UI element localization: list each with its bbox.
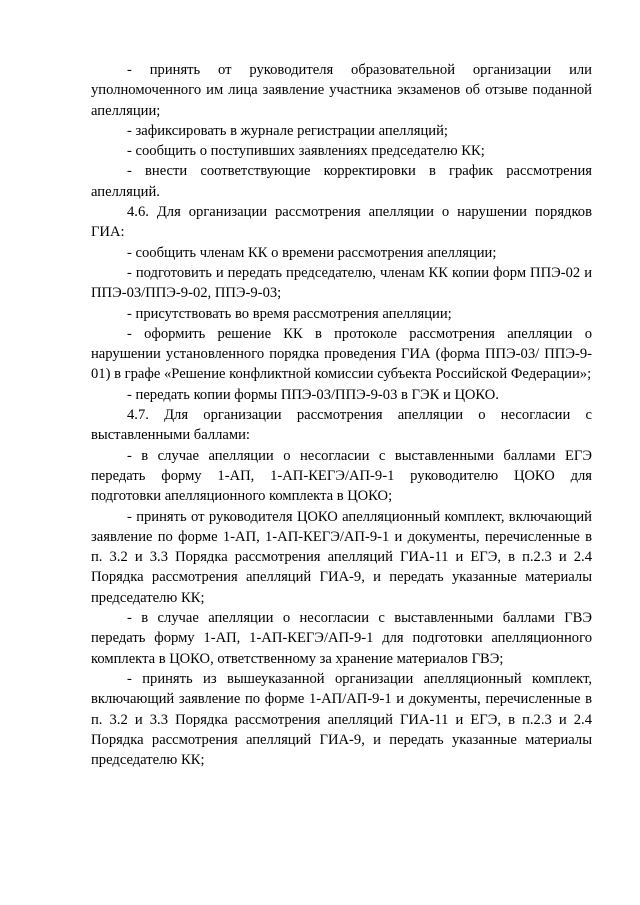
paragraph-accept-withdrawal: - принять от руководителя образовательной организации или уполномоченного им лица заявление участника экзаменов об отзыве поданной апелляции; — [91, 62, 592, 119]
paragraph-accept-kit-org: - принять из вышеуказанной организации апелляционный комплект, включающий заявление по форме 1-АП/АП-9-1 и документы, перечисленные в п. 3.2 и 3.3 Порядка рассмотрения апелляций ГИА-11 и ЕГЭ, в п.2.3 и 2.4 Порядка рассмотрения апелляций ГИА-9, и передать указанные материалы председателю КК; — [91, 670, 592, 769]
paragraph-inform-members: - сообщить членам КК о времени рассмотрения апелляции; — [127, 244, 497, 261]
paragraph-send-copies: - передать копии формы ППЭ-03/ППЭ-9-03 в ГЭК и ЦОКО. — [127, 386, 499, 403]
paragraph-attend-review: - присутствовать во время рассмотрения апелляции; — [127, 305, 452, 322]
paragraph-ege-appeal: - в случае апелляции о несогласии с выставленными баллами ЕГЭ передать форму 1-АП, 1-АП-КЕГЭ/АП-9-1 руководителю ЦОКО для подготовки апелляционного комплекта в ЦОКО; — [91, 447, 592, 505]
paragraph-record-decision: - оформить решение КК в протоколе рассмотрения апелляции о нарушении установленного порядка проведения ГИА (форма ППЭ-03/ ППЭ-9-01) в графе «Решение конфликтной комиссии субъекта Российской Федерации»; — [91, 325, 592, 383]
paragraph-accept-kit-coko: - принять от руководителя ЦОКО апелляционный комплект, включающий заявление по форме 1-АП, 1-АП-КЕГЭ/АП-9-1 и документы, перечисленные в п. 3.2 и 3.3 Порядка рассмотрения апелляций ГИА-11 и ЕГЭ, в п.2.3 и 2.4 Порядка рассмотрения апелляций ГИА-9, и передать указанные материалы председателю КК; — [91, 508, 592, 606]
paragraph-section-4-6: 4.6. Для организации рассмотрения апелляции о нарушении порядков ГИА: — [91, 204, 592, 241]
paragraph-prepare-copies: - подготовить и передать председателю, членам КК копии форм ППЭ-02 и ППЭ-03/ППЭ-9-02, ППЭ-9-03; — [91, 264, 592, 302]
paragraph-section-4-7: 4.7. Для организации рассмотрения апелляции о несогласии с выставленными баллами: — [91, 407, 592, 444]
paragraph-notify-chair: - сообщить о поступивших заявлениях председателю КК; — [127, 143, 485, 160]
paragraph-gve-appeal: - в случае апелляции о несогласии с выставленными баллами ГВЭ передать форму 1-АП, 1-АП-КЕГЭ/АП-9-1 для подготовки апелляционного комплекта в ЦОКО, ответственному за хранение материалов ГВЭ; — [91, 610, 592, 667]
paragraph-schedule-adjust: - внести соответствующие корректировки в график рассмотрения апелляций. — [91, 163, 592, 200]
paragraph-register-log: - зафиксировать в журнале регистрации апелляций; — [127, 122, 448, 139]
